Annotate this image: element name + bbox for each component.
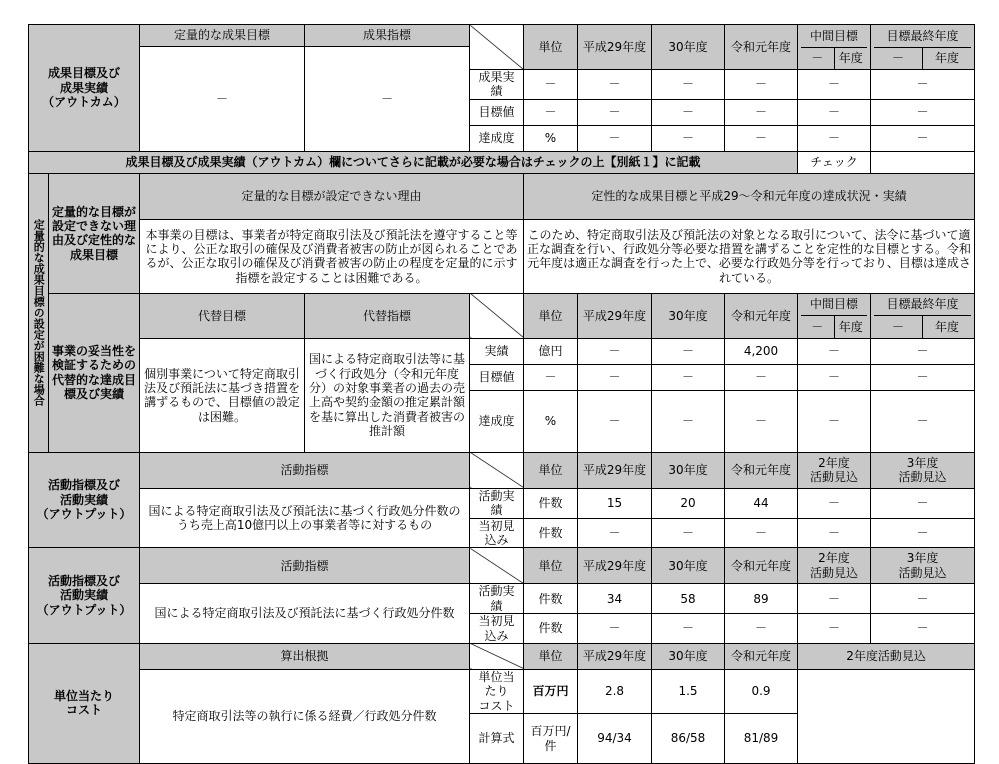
value-cell: － (798, 364, 871, 390)
cost-basis-header: 算出根拠 (140, 643, 470, 669)
unit-header: 単位 (524, 25, 578, 70)
outcome-section-label: 成果目標及び 成果実績 （アウトカム） (29, 25, 140, 152)
check-label: チェック (798, 151, 871, 173)
year-h29-header: 平成29年度 (578, 548, 652, 584)
row-label: 活動実績 (470, 584, 524, 614)
value-cell: － (578, 99, 652, 125)
diagonal-cell (470, 548, 524, 584)
year-r1-header: 令和元年度 (725, 293, 798, 338)
row-label: 目標値 (470, 99, 524, 125)
outcome-target-text: － (140, 47, 305, 152)
next-year-header: 2年度 活動見込 (798, 548, 871, 584)
outcome-target-header: 定量的な成果目標 (140, 25, 305, 47)
unit-header: 単位 (524, 293, 578, 338)
year-h29-header: 平成29年度 (578, 452, 652, 488)
reason-header: 定量的な目標が設定できない理由 (140, 173, 524, 219)
diagonal-cell (470, 293, 524, 338)
value-cell: 94/34 (578, 714, 652, 764)
value-cell: － (798, 99, 871, 125)
year-h30-header: 30年度 (652, 25, 725, 70)
value-cell: － (798, 614, 871, 644)
year-r1-header: 令和元年度 (725, 548, 798, 584)
row-label: 計算式 (470, 714, 524, 764)
alt-indicator-text: 国による特定商取引法等に基づく行政処分（令和元年度分）の対象事業者の過去の売上高や契約金額の推定累計額を基に算出した消費者被害の推計額 (305, 338, 470, 452)
check-box[interactable] (871, 151, 975, 173)
year-h30-header: 30年度 (652, 643, 725, 669)
final-target-header: 目標最終年度 － 年度 (871, 293, 975, 338)
row-label: 活動実績 (470, 488, 524, 518)
next-year-header: 2年度 活動見込 (798, 452, 871, 488)
row-unit: 件数 (524, 584, 578, 614)
value-cell: － (871, 518, 975, 548)
row-unit: 件数 (524, 488, 578, 518)
value-cell: － (798, 390, 871, 452)
value-cell: － (798, 70, 871, 100)
outcome-indicator-text: － (305, 47, 470, 152)
alt-target-section-label: 事業の妥当性を検証するための代替的な達成目標及び実績 (49, 293, 140, 452)
value-cell: 86/58 (652, 714, 725, 764)
year-h29-header: 平成29年度 (578, 643, 652, 669)
value-cell: － (725, 99, 798, 125)
value-cell: － (652, 390, 725, 452)
activity2-row (29, 584, 975, 614)
value-cell: － (578, 518, 652, 548)
activity2-indicator-text: 国による特定商取引法及び預託法に基づく行政処分件数 (140, 584, 470, 644)
row-label: 当初見込み (470, 614, 524, 644)
row-unit: 百万円/件 (524, 714, 578, 764)
activity1-section-label: 活動指標及び 活動実績 （アウトプット） (29, 452, 140, 548)
cost-next-year-value (798, 669, 975, 763)
row-unit: 百万円 (524, 669, 578, 713)
activity2-section-label: 活動指標及び 活動実績 （アウトプット） (29, 548, 140, 644)
cost-next-year-header: 2年度活動見込 (798, 643, 975, 669)
row-unit: 件数 (524, 518, 578, 548)
year-h30-header: 30年度 (652, 548, 725, 584)
alt-row (29, 338, 975, 364)
year-h29-header: 平成29年度 (578, 25, 652, 70)
row-label: 単位当たり コスト (470, 669, 524, 713)
mid-target-header: 中間目標 － 年度 (798, 25, 871, 70)
value-cell: － (725, 614, 798, 644)
unit-header: 単位 (524, 643, 578, 669)
value-cell: － (798, 338, 871, 364)
reason-section-label: 定量的な目標が設定できない理由及び定性的な成果目標 (49, 173, 140, 293)
value-cell: － (871, 390, 975, 452)
next2-year-header: 3年度 活動見込 (871, 452, 975, 488)
value-cell: － (578, 614, 652, 644)
value-cell: 81/89 (725, 714, 798, 764)
value-cell: 34 (578, 584, 652, 614)
value-cell: － (798, 518, 871, 548)
mid-target-header: 中間目標 － 年度 (798, 293, 871, 338)
activity2-indicator-header: 活動指標 (140, 548, 470, 584)
cost-basis-text: 特定商取引法等の執行に係る経費／行政処分件数 (140, 669, 470, 763)
cost-section-label: 単位当たり コスト (29, 643, 140, 763)
row-unit: － (524, 99, 578, 125)
year-r1-header: 令和元年度 (725, 452, 798, 488)
value-cell: － (725, 390, 798, 452)
row-unit: 件数 (524, 614, 578, 644)
row-label: 実績 (470, 338, 524, 364)
year-h29-header: 平成29年度 (578, 293, 652, 338)
diagonal-cell (470, 643, 524, 669)
value-cell: 44 (725, 488, 798, 518)
alt-indicator-header: 代替指標 (305, 293, 470, 338)
value-cell: － (871, 364, 975, 390)
row-label: 成果実績 (470, 70, 524, 100)
value-cell: － (652, 364, 725, 390)
row-label: 当初見込み (470, 518, 524, 548)
row-label: 達成度 (470, 390, 524, 452)
value-cell: － (871, 125, 975, 151)
value-cell: 58 (652, 584, 725, 614)
value-cell: － (725, 364, 798, 390)
diagonal-cell (470, 452, 524, 488)
activity1-row (29, 488, 975, 518)
value-cell: － (871, 584, 975, 614)
value-cell: 20 (652, 488, 725, 518)
value-cell: － (798, 488, 871, 518)
activity1-indicator-header: 活動指標 (140, 452, 470, 488)
value-cell: － (725, 70, 798, 100)
value-cell: － (652, 338, 725, 364)
year-h30-header: 30年度 (652, 452, 725, 488)
value-cell: 0.9 (725, 669, 798, 713)
value-cell: － (652, 99, 725, 125)
value-cell: 1.5 (652, 669, 725, 713)
value-cell: 89 (725, 584, 798, 614)
row-unit: 億円 (524, 338, 578, 364)
value-cell: － (652, 125, 725, 151)
qualitative-header: 定性的な成果目標と平成29～令和元年度の達成状況・実績 (524, 173, 975, 219)
value-cell: － (652, 518, 725, 548)
value-cell: － (798, 125, 871, 151)
reason-text: 本事業の目標は、事業者が特定商取引法及び預託法を遵守すること等により、公正な取引の確保及び消費者被害の防止が図られることであるが、公正な取引の確保及び消費者被害の防止の程度を定量的に示す指標を設定することは困難である。 (140, 219, 524, 293)
value-cell: － (871, 614, 975, 644)
value-cell: － (652, 70, 725, 100)
value-cell: － (798, 584, 871, 614)
diagonal-cell (470, 25, 524, 70)
value-cell: 15 (578, 488, 652, 518)
additional-note-row: 成果目標及び成果実績（アウトカム）欄についてさらに記載が必要な場合はチェックの上【別紙１】に記載 (29, 151, 798, 173)
value-cell: － (725, 518, 798, 548)
value-cell: － (578, 125, 652, 151)
row-unit: % (524, 390, 578, 452)
value-cell: － (871, 488, 975, 518)
difficult-vertical-label: 定量的な成果目標の設定が困難な場合 (29, 173, 49, 452)
year-r1-header: 令和元年度 (725, 643, 798, 669)
outcome-indicator-header: 成果指標 (305, 25, 470, 47)
alt-target-header: 代替目標 (140, 293, 305, 338)
value-cell: － (578, 390, 652, 452)
row-unit: － (524, 70, 578, 100)
value-cell: － (578, 338, 652, 364)
alt-target-text: 個別事業について特定商取引法及び預託法に基づき措置を講ずるもので、目標値の設定は困難。 (140, 338, 305, 452)
row-unit: % (524, 125, 578, 151)
value-cell: － (871, 70, 975, 100)
qualitative-text: このため、特定商取引法及び預託法の対象となる取引について、法令に基づいて適正な調査を行い、行政処分等必要な措置を講ずることを定性的な目標とする。令和元年度は適正な調査を行った上で、必要な行政処分等を行っており、目標は達成されている。 (524, 219, 975, 293)
next2-year-header: 3年度 活動見込 (871, 548, 975, 584)
value-cell: － (871, 338, 975, 364)
final-target-header: 目標最終年度 － 年度 (871, 25, 975, 70)
row-unit: － (524, 364, 578, 390)
unit-header: 単位 (524, 548, 578, 584)
value-cell: － (578, 364, 652, 390)
year-h30-header: 30年度 (652, 293, 725, 338)
value-cell: － (578, 70, 652, 100)
activity1-indicator-text: 国による特定商取引法及び預託法に基づく行政処分件数のうち売上高10億円以上の事業者等に対するもの (140, 488, 470, 548)
year-r1-header: 令和元年度 (725, 25, 798, 70)
row-label: 達成度 (470, 125, 524, 151)
value-cell: － (725, 125, 798, 151)
value-cell: 4,200 (725, 338, 798, 364)
value-cell: － (871, 99, 975, 125)
unit-header: 単位 (524, 452, 578, 488)
row-label: 目標値 (470, 364, 524, 390)
value-cell: － (652, 614, 725, 644)
value-cell: 2.8 (578, 669, 652, 713)
project-review-sheet (28, 24, 975, 764)
